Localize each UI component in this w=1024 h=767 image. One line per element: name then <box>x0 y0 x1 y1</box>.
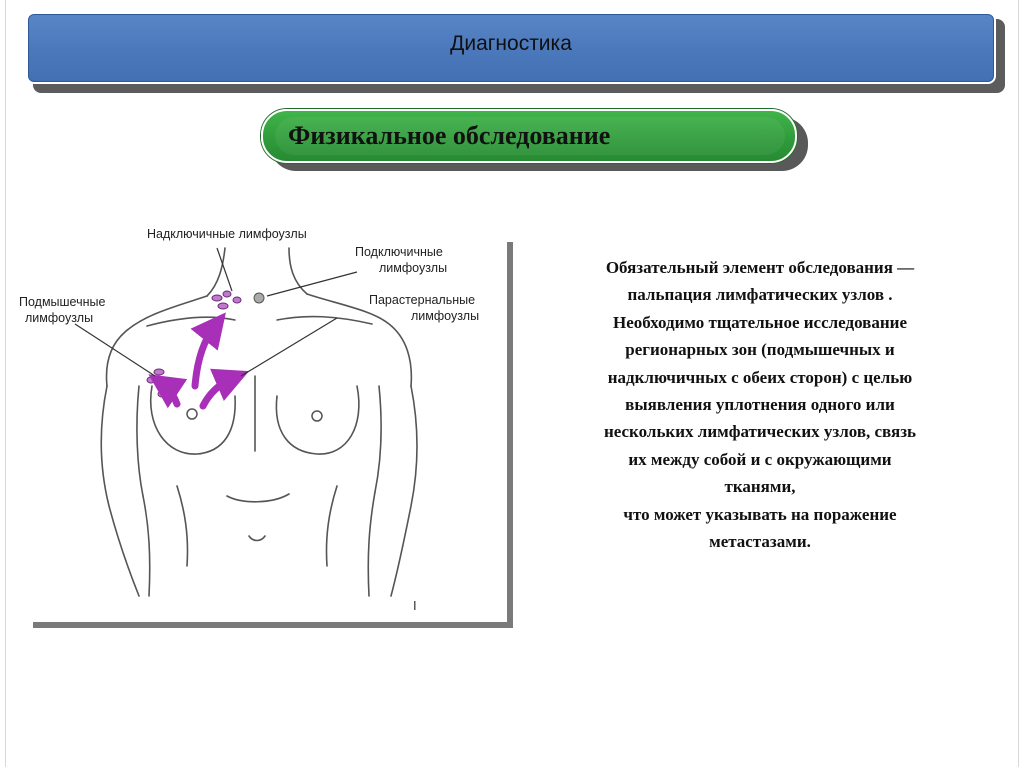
label-subclavian-line2: лимфоузлы <box>379 261 448 275</box>
figure-mark: I <box>413 598 417 613</box>
body-line: метастазами. <box>709 532 811 552</box>
title-bar <box>26 12 996 84</box>
body-line: их между собой и с окружающими <box>628 449 892 469</box>
body-line: надключичных с обеих сторон) с целью <box>607 367 913 387</box>
body-paragraph <box>530 254 990 555</box>
lymph-node-illustration <box>19 227 507 622</box>
body-line: выявления уплотнения одного или <box>625 395 895 415</box>
label-axillary-line1: Подмышечные <box>19 295 106 309</box>
body-line: регионарных зон (подмышечных и <box>625 340 895 360</box>
body-line: нескольких лимфатических узлов, связь <box>603 422 917 442</box>
slide-edge-right <box>1018 0 1019 767</box>
body-line: Обязательный элемент обследования — <box>605 258 915 277</box>
body-line: пальпация лимфатических узлов . <box>627 285 893 305</box>
label-axillary-line2: лимфоузлы <box>25 311 94 325</box>
subtitle-text: Физикальное обследование <box>288 121 611 150</box>
slide-edge-left <box>5 0 6 767</box>
subtitle-banner <box>261 109 797 163</box>
label-parasternal-line1: Парастернальные <box>369 293 476 307</box>
slide-title: Диагностика <box>450 32 572 55</box>
label-parasternal-line2: лимфоузлы <box>411 309 480 323</box>
body-line: что может указывать на поражение <box>623 504 897 524</box>
body-line: Необходимо тщательное исследование <box>613 312 907 332</box>
label-supraclavicular: Надключичные лимфоузлы <box>147 227 307 241</box>
body-line: тканями, <box>724 477 796 497</box>
label-subclavian-line1: Подключичные <box>355 245 443 259</box>
